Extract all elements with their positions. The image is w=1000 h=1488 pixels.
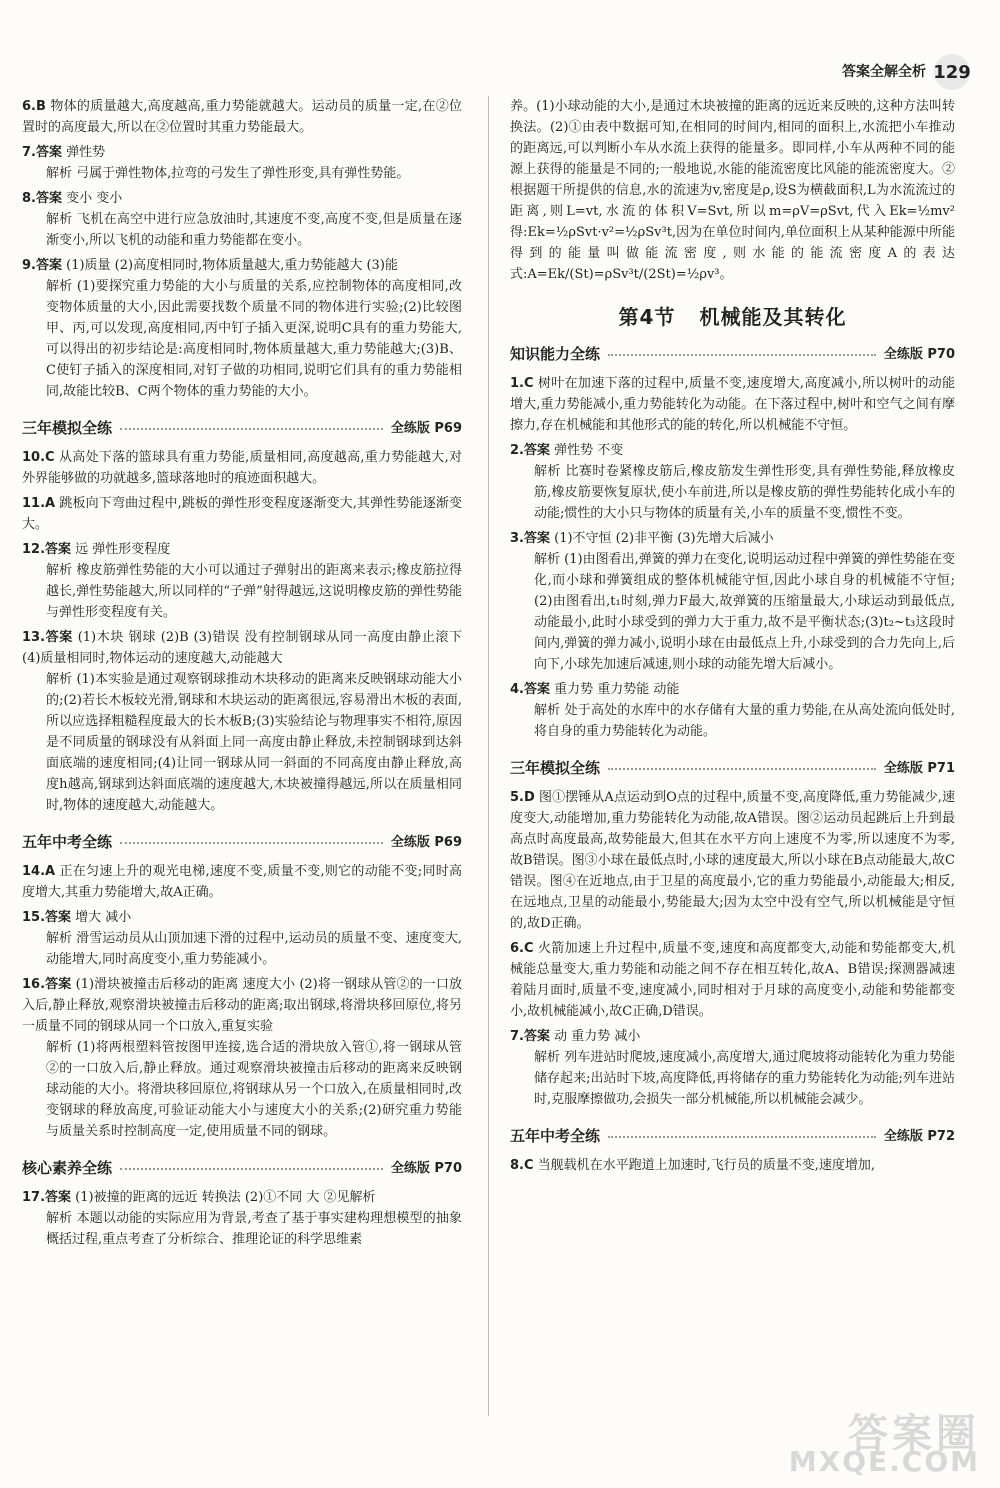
answer-item bbox=[510, 440, 955, 524]
explanation-text: 解析 本题以动能的实际应用为背景,考查了基于事实建构理想模型的抽象概括过程,重点考查了分析综合、推理论证的科学思维素 bbox=[46, 1211, 462, 1247]
answer-text: (1)木块 钢球 (2)B (3)错误 没有控制钢球从同一高度由静止滚下 (4)质量相同时,物体运动的速度越大,动能越大 bbox=[22, 630, 462, 666]
question-number: 8.答案 bbox=[22, 191, 62, 206]
answer-text: 弹性势 不变 bbox=[554, 443, 624, 458]
section-header bbox=[22, 832, 462, 853]
section-header bbox=[22, 418, 462, 439]
question-number: 3.答案 bbox=[510, 531, 550, 546]
question-number: 12.答案 bbox=[22, 542, 72, 557]
answer-text: (1)质量 (2)高度相同时,物体质量越大,重力势能越大 (3)能 bbox=[66, 258, 398, 273]
column-divider bbox=[488, 96, 489, 1416]
answer-item bbox=[22, 907, 462, 970]
explanation-text: 解析 (1)由图看出,弹簧的弹力在变化,说明运动过程中弹簧的弹性势能在变化,而小球和弹簧组成的整体机械能守恒,因此小球自身的机械能不守恒;(2)由图看出,t₁时刻,弹力F最大,故弹簧的压缩量最大,小球运动到最低点,动能最小,此时小球受到的弹力大于重力,故不是平衡状态;(3)t₂~t₃这段时间内,弹簧的弹力减小,说明小球在由最低点上升,小球受到的合力先向上,后向下,小球先加速后减速,则小球的动能先增大后减小。 bbox=[534, 552, 955, 672]
answer-text: 变小 变小 bbox=[66, 191, 123, 206]
question-number: 5.D bbox=[510, 790, 535, 805]
question-number: 11.A bbox=[22, 496, 56, 511]
answer-item bbox=[510, 787, 955, 934]
left-pre-items bbox=[22, 96, 462, 402]
answer-item bbox=[510, 96, 955, 285]
answer-item bbox=[22, 1187, 462, 1250]
section-title: 知识能力全练 bbox=[510, 345, 601, 363]
chapter-number: 第4节 bbox=[618, 305, 676, 329]
question-number: 13.答案 bbox=[22, 630, 73, 645]
section-rule bbox=[120, 1168, 383, 1170]
answer-item bbox=[22, 142, 462, 184]
watermark-logo bbox=[788, 1411, 980, 1478]
answer-item bbox=[510, 679, 955, 742]
section-header bbox=[22, 1158, 462, 1179]
answer-text: 从高处下落的篮球具有重力势能,质量相同,高度越高,重力势能越大,对外界能够做的功就越多,篮球落地时的痕迹面积越大。 bbox=[22, 450, 462, 486]
answer-item bbox=[22, 627, 462, 816]
answer-text: 动 重力势 减小 bbox=[554, 1029, 641, 1044]
explanation-text: 解析 橡皮筋弹性势能的大小可以通过子弹射出的距离来表示;橡皮筋拉得越长,弹性势能越大,所以同样的“子弹”射得越远,这说明橡皮筋的弹性势能与弹性形变程度有关。 bbox=[46, 563, 462, 620]
answer-item bbox=[22, 861, 462, 903]
explanation-text: 解析 比赛时卷紧橡皮筋后,橡皮筋发生弹性形变,具有弹性势能,释放橡皮筋,橡皮筋要恢复原状,使小车前进,所以是橡皮筋的弹性势能转化成小车的动能;惯性的大小只与物体的质量有关,小车的质量不变,惯性不变。 bbox=[534, 464, 955, 521]
answer-text: 增大 减小 bbox=[75, 910, 132, 925]
explanation-text: 解析 (1)要探究重力势能的大小与质量的关系,应控制物体的高度相同,改变物体质量的大小,因此需要找数个质量不同的物体进行实验;(2)比较图甲、丙,可以发现,高度相同,丙中钉子插入更深,说明C具有的重力势能大,可以得出的初步结论是:高度相同时,物体质量越大,重力势能越大;(3)B、C使钉子插入的深度相同,对钉子做的功相同,说明它们具有的重力势能相同,故能比较B、C两个物体的重力势能的大小。 bbox=[46, 279, 462, 399]
question-number: 9.答案 bbox=[22, 258, 62, 273]
page-number: 129 bbox=[934, 54, 970, 90]
answer-text: (1)不守恒 (2)非平衡 (3)先增大后减小 bbox=[554, 531, 774, 546]
section-header bbox=[510, 344, 955, 365]
answer-item bbox=[22, 447, 462, 489]
answer-text: 重力势 重力势能 动能 bbox=[554, 682, 680, 697]
question-number: 6.C bbox=[510, 941, 534, 956]
section-page-ref: 全练版 P69 bbox=[390, 421, 462, 436]
section-title: 五年中考全练 bbox=[22, 833, 113, 851]
answer-item bbox=[22, 539, 462, 623]
page-header bbox=[842, 54, 970, 90]
explanation-text: 解析 飞机在高空中进行应急放油时,其速度不变,高度不变,但是质量在逐渐变小,所以飞机的动能和重力势能都在变小。 bbox=[46, 212, 462, 248]
question-number: 1.C bbox=[510, 376, 534, 391]
section-title: 五年中考全练 bbox=[510, 1127, 601, 1145]
header-title: 答案全解全析 bbox=[842, 63, 926, 80]
answer-text: 跳板向下弯曲过程中,跳板的弹性形变程度逐渐变大,其弹性势能逐渐变大。 bbox=[22, 496, 462, 532]
question-number: 8.C bbox=[510, 1158, 534, 1173]
answer-item bbox=[510, 373, 955, 436]
answer-item bbox=[510, 1026, 955, 1110]
right-column bbox=[510, 96, 955, 1180]
answer-item bbox=[510, 528, 955, 675]
answer-text: 火箭加速上升过程中,质量不变,速度和高度都变大,动能和势能都变大,机械能总量变大,重力势能和动能之间不存在相互转化,故A、B错误;探测器减速着陆月面时,质量不变,速度减小,同时相对于月球的高度变小,动能和势能都变小,故机械能减小,故C正确,D错误。 bbox=[510, 941, 955, 1019]
answer-item bbox=[22, 493, 462, 535]
section-title: 三年模拟全练 bbox=[22, 419, 113, 437]
chapter-title: 机械能及其转化 bbox=[699, 305, 847, 329]
explanation-text: 解析 列车进站时爬坡,速度减小,高度增大,通过爬坡将动能转化为重力势能储存起来;出站时下坡,高度降低,再将储存的重力势能转化为动能;列车进站时,克服摩擦做功,会损失一部分机械能,所以机械能会减少。 bbox=[534, 1050, 955, 1107]
section-page-ref: 全练版 P71 bbox=[883, 761, 955, 776]
question-number: 6.B bbox=[22, 99, 46, 114]
answer-text: 物体的质量越大,高度越高,重力势能就越大。运动员的质量一定,在②位置时的高度最大,所以在②位置时其重力势能最大。 bbox=[22, 99, 462, 135]
section-rule bbox=[120, 428, 383, 430]
answer-item bbox=[510, 1155, 955, 1176]
answer-text: (1)滑块被撞击后移动的距离 速度大小 (2)将一钢球从管②的一口放入后,静止释放,观察滑块被撞击后移动的距离;取出钢球,将滑块移回原位,将另一质量不同的钢球从同一个口放入,重复实验 bbox=[22, 977, 462, 1034]
section-header bbox=[510, 758, 955, 779]
section-rule bbox=[608, 768, 876, 770]
section-rule bbox=[120, 842, 383, 844]
explanation-text: 解析 弓属于弹性物体,拉弯的弓发生了弹性形变,具有弹性势能。 bbox=[46, 166, 410, 181]
answer-text: 弹性势 bbox=[66, 145, 106, 160]
section-header bbox=[510, 1126, 955, 1147]
section-page-ref: 全练版 P70 bbox=[390, 1161, 462, 1176]
answer-text: 图①摆锤从A点运动到O点的过程中,质量不变,高度降低,重力势能减少,速度变大,动能增加,重力势能转化为动能,故A错误。图②运动员起跳后上升到最高点时高度最高,故势能最大,但其在水平方向上速度不为零,所以速度不为零,故B错误。图③小球在最低点时,小球的速度最大,所以小球在B点动能最大,故C错误。图④在近地点,由于卫星的高度最小,它的重力势能最小,动能最大;相反,在远地点,卫星的动能最小,势能最大;因为太空中没有空气,所以机械能是守恒的,故D正确。 bbox=[510, 790, 956, 931]
explanation-text: 解析 滑雪运动员从山顶加速下滑的过程中,运动员的质量不变、速度变大,动能增大,同时高度变小,重力势能减小。 bbox=[46, 931, 462, 967]
right-sections bbox=[510, 344, 955, 1176]
answer-text: 养。(1)小球动能的大小,是通过木块被撞的距离的远近来反映的,这种方法叫转换法。(2)①由表中数据可知,在相同的时间内,相同的面积上,水流把小车推动的距离远,可以判断小车从水流上获得的能量多。即同样,小车从两种不同的能源上获得的能量是不同的;一般地说,水能的能流密度比风能的能流密度大。②根据题干所提供的信息,水的流速为v,密度是ρ,设S为横截面积,L为水流流过的距离,则L=vt,水流的体积V=Svt,所以m=ρV=ρSvt,代入Ek=½mv²得:Ek=½ρSvt·v²=½ρSv³t,因为在单位时间内,单位面积上从某种能源中所能得到的能量叫做能流密度,则水能的能流密度A的表达式:A=Ek/(St)=ρSv³t/(2St)=½ρv³。 bbox=[510, 99, 955, 282]
explanation-text: 解析 处于高处的水库中的水存储有大量的重力势能,在从高处流向低处时,将自身的重力势能转化为动能。 bbox=[534, 703, 955, 739]
section-page-ref: 全练版 P69 bbox=[390, 835, 462, 850]
watermark-bottom: MXQE.COM bbox=[788, 1445, 980, 1478]
explanation-text: 解析 (1)将两根塑料管按图甲连接,选合适的滑块放入管①,将一钢球从管②的一口放入后,静止释放。通过观察滑块被撞击后移动的距离来反映钢球动能的大小。将滑块移回原位,将钢球从另一个口放入,在质量相同时,改变钢球的释放高度,可验证动能大小与速度大小的关系;(2)研究重力势能与质量关系时控制高度一定,使用质量不同的钢球。 bbox=[46, 1040, 462, 1139]
question-number: 7.答案 bbox=[510, 1029, 550, 1044]
answer-text: (1)被撞的距离的远近 转换法 (2)①不同 大 ②见解析 bbox=[75, 1190, 376, 1205]
answer-item bbox=[22, 96, 462, 138]
chapter-heading bbox=[510, 307, 955, 328]
question-number: 15.答案 bbox=[22, 910, 72, 925]
section-page-ref: 全练版 P70 bbox=[883, 347, 955, 362]
section-page-ref: 全练版 P72 bbox=[883, 1129, 955, 1144]
question-number: 10.C bbox=[22, 450, 55, 465]
watermark-top: 答案圈 bbox=[848, 1411, 980, 1457]
answer-text: 树叶在加速下落的过程中,质量不变,速度增大,高度减小,所以树叶的动能增大,重力势能减小,重力势能转化为动能。在下落过程中,树叶和空气之间有摩擦力,存在机械能和其他形式的能的转化,所以机械能不守恒。 bbox=[510, 376, 955, 433]
section-rule bbox=[608, 354, 876, 356]
question-number: 7.答案 bbox=[22, 145, 62, 160]
left-sections bbox=[22, 418, 462, 1250]
section-rule bbox=[608, 1136, 876, 1138]
question-number: 17.答案 bbox=[22, 1190, 72, 1205]
answer-text: 远 弹性形变程度 bbox=[75, 542, 171, 557]
question-number: 14.A bbox=[22, 864, 56, 879]
question-number: 4.答案 bbox=[510, 682, 550, 697]
answer-item bbox=[22, 188, 462, 251]
right-pre-items bbox=[510, 96, 955, 285]
answer-item bbox=[510, 938, 955, 1022]
left-column bbox=[22, 96, 462, 1254]
answer-text: 当舰载机在水平跑道上加速时,飞行员的质量不变,速度增加, bbox=[537, 1158, 876, 1173]
question-number: 2.答案 bbox=[510, 443, 550, 458]
section-title: 核心素养全练 bbox=[22, 1159, 113, 1177]
answer-item bbox=[22, 255, 462, 402]
section-title: 三年模拟全练 bbox=[510, 759, 601, 777]
answer-text: 正在匀速上升的观光电梯,速度不变,质量不变,则它的动能不变;同时高度增大,其重力势能增大,故A正确。 bbox=[22, 864, 462, 900]
question-number: 16.答案 bbox=[22, 977, 72, 992]
answer-item bbox=[22, 974, 462, 1142]
explanation-text: 解析 (1)本实验是通过观察钢球推动木块移动的距离来反映钢球动能大小的;(2)若长木板较光滑,钢球和木块运动的距离很远,容易滑出木板的表面,所以应选择粗糙程度最大的长木板B;(3)实验结论与物理事实不相符,原因是不同质量的钢球没有从斜面上同一高度由静止释放,未控制钢球到达斜面底端的速度相同;(4)让同一钢球从同一斜面的不同高度由静止释放,高度h越高,钢球到达斜面底端的速度越大,木块被撞得越远,所以在质量相同时,物体的速度越大,动能越大。 bbox=[46, 672, 462, 813]
